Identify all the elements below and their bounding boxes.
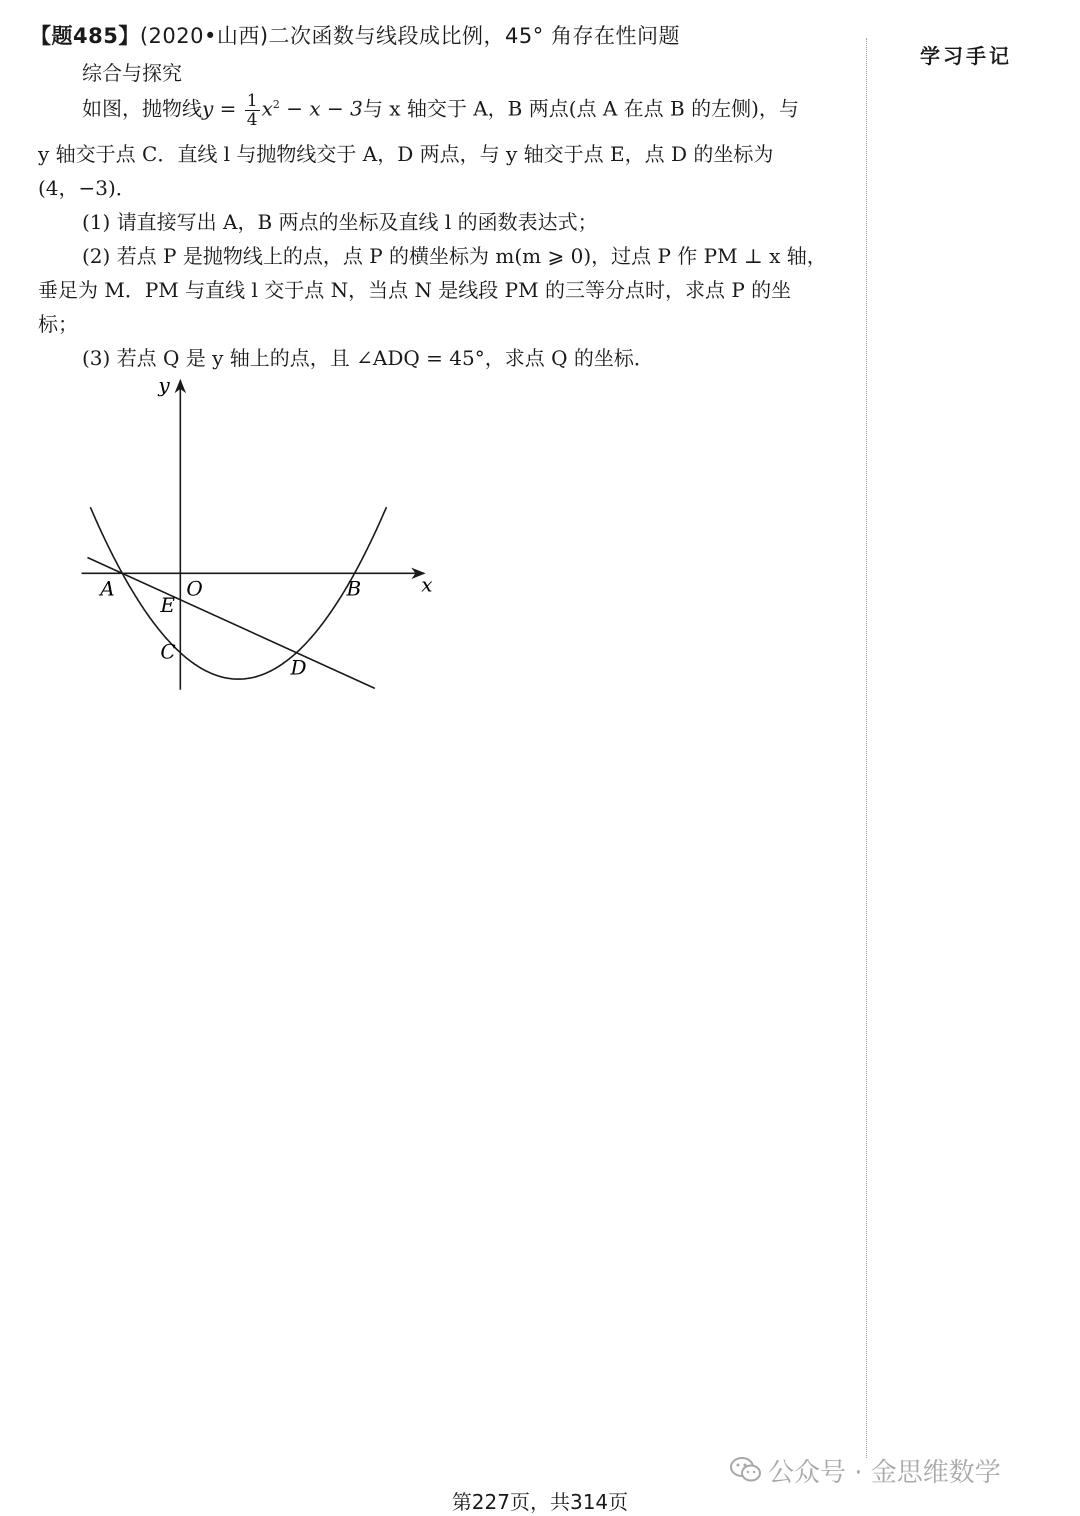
intro-line-1: 如图，抛物线y = $\frac{1}{4}$ $x^2 - x - 3$与 x 轴交于 A，B 两点(点 A 在点 B 的左侧)，与 bbox=[82, 90, 799, 130]
study-notes-label: 学习手记 bbox=[920, 44, 1012, 68]
question-1: (1) 请直接写出 A，B 两点的坐标及直线 l 的函数表达式； bbox=[82, 210, 598, 234]
point-c-label: C bbox=[160, 639, 176, 664]
question-2-line-2: 垂足为 M．PM 与直线 l 交于点 N，当点 N 是线段 PM 的三等分点时，求点 P 的坐 bbox=[38, 278, 792, 302]
point-a-label: A bbox=[100, 576, 115, 601]
line-l bbox=[87, 557, 374, 688]
intro-line-2: y 轴交于点 C．直线 l 与抛物线交于 A，D 两点，与 y 轴交于点 E，点 D 的坐标为 bbox=[38, 142, 774, 166]
section-heading: 综合与探究 bbox=[82, 61, 182, 85]
page-number: 第227页，共314页 bbox=[451, 1490, 629, 1514]
x-axis-label: x bbox=[421, 572, 433, 597]
question-3: (3) 若点 Q 是 y 轴上的点，且 ∠ADQ = 45°，求点 Q 的坐标． bbox=[82, 346, 654, 370]
point-b-label: B bbox=[346, 576, 362, 601]
problem-number: 【题485】 bbox=[30, 24, 140, 48]
fraction: $\frac{1}{4}$ bbox=[246, 90, 258, 130]
y-axis-label: y bbox=[158, 373, 170, 398]
question-2-line-1: (2) 若点 P 是抛物线上的点，点 P 的横坐标为 m(m ⩾ 0)，过点 P 作 PM ⊥ x 轴， bbox=[82, 244, 827, 268]
watermark-text: 公众号 · 金思维数学 bbox=[768, 1458, 1001, 1488]
parabola-figure bbox=[70, 373, 433, 695]
question-2-line-3: 标； bbox=[38, 312, 78, 336]
intro-line-3: (4，−3)． bbox=[38, 176, 136, 200]
origin-label: O bbox=[186, 576, 203, 601]
problem-title bbox=[30, 20, 680, 50]
point-e-label: E bbox=[160, 592, 175, 617]
problem-source: (2020•山西)二次函数与线段成比例，45° 角存在性问题 bbox=[139, 24, 680, 48]
point-d-label: D bbox=[290, 655, 307, 680]
parabola-curve bbox=[90, 507, 386, 679]
